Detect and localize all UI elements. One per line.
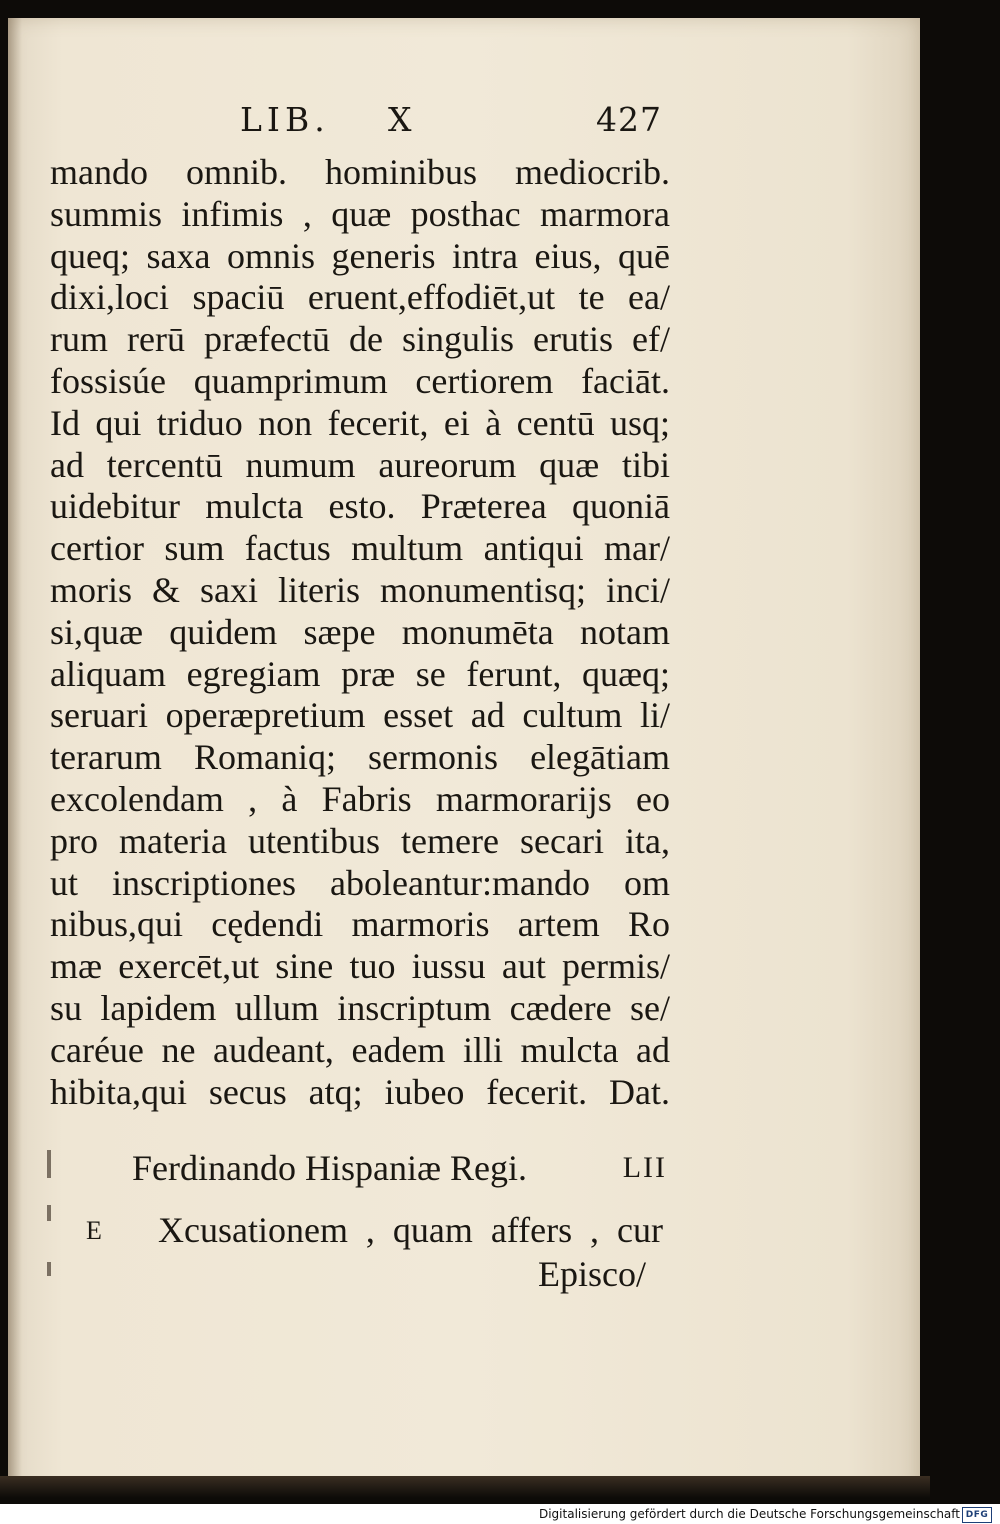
- text-line: nibus,qui cędendi marmoris artem Ro: [50, 904, 670, 945]
- text-line: excolendam , à Fabris marmorarijs eo: [50, 778, 670, 819]
- margin-mark: [47, 1262, 51, 1276]
- header-book-number: X: [388, 100, 412, 139]
- text-line: moris & saxi literis monumentisq; inci/: [50, 569, 670, 610]
- text-line: mæ exercēt,ut sine tuo iussu aut permis/: [50, 946, 670, 987]
- text-line: terarum Romaniq; sermonis elegātiam: [50, 737, 670, 778]
- page-number: 427: [596, 100, 662, 139]
- letter-line: Xcusationem , quam affers , cur: [158, 1210, 663, 1250]
- margin-mark: [47, 1205, 51, 1221]
- digitization-footer: [0, 1504, 1000, 1524]
- page-bottom-edge: [0, 1476, 930, 1498]
- text-line: si,quæ quidem sæpe monumēta notam: [50, 611, 670, 652]
- margin-mark: [47, 1150, 51, 1178]
- text-line: ad tercentū numum aureorum quæ tibi: [50, 444, 670, 485]
- text-line: pro materia utentibus temere secari ita,: [50, 820, 670, 861]
- text-line: certior sum factus multum antiqui mar/: [50, 528, 670, 569]
- text-line: mando omnib. hominibus mediocrib.: [50, 152, 670, 192]
- body-text: [50, 152, 670, 1113]
- text-line: caréue ne audeant, eadem illi mulcta ad: [50, 1029, 670, 1070]
- funding-credit: Digitalisierung gefördert durch die Deutsche Forschungsgemeinschaft: [538, 1507, 960, 1521]
- text-line: summis infimis , quæ posthac marmora: [50, 193, 670, 234]
- text-line: ut inscriptiones aboleantur:mando om: [50, 862, 670, 903]
- dfg-logo-icon: DFG: [962, 1507, 992, 1523]
- text-line: dixi,loci spaciū eruent,effodiēt,ut te ea/: [50, 277, 670, 318]
- catchword: Episco/: [538, 1254, 646, 1294]
- text-line: seruari operæpretium esset ad cultum li/: [50, 695, 670, 736]
- header-book-label: LIB.: [240, 100, 330, 139]
- letter-number: LII: [622, 1151, 667, 1184]
- initial-letter: E: [86, 1216, 102, 1245]
- text-line: hibita,qui secus atq; iubeo fecerit. Dat.: [50, 1071, 670, 1112]
- text-line: fossisúe quamprimum certiorem faciāt.: [50, 360, 670, 401]
- text-line: queq; saxa omnis generis intra eius, quē: [50, 235, 670, 276]
- text-line: rum rerū præfectū de singulis erutis ef/: [50, 319, 670, 360]
- text-line: uidebitur mulcta esto. Præterea quoniā: [50, 486, 670, 527]
- text-line: aliquam egregiam præ se ferunt, quæq;: [50, 653, 670, 694]
- spine-shadow: [8, 18, 22, 1494]
- text-line: su lapidem ullum inscriptum cædere se/: [50, 987, 670, 1028]
- text-line: Id qui triduo non fecerit, ei à centū usq;: [50, 402, 670, 443]
- letter-heading: [132, 1146, 667, 1190]
- running-header: [0, 100, 1000, 142]
- letter-addressee: Ferdinando Hispaniæ Regi.: [132, 1148, 527, 1188]
